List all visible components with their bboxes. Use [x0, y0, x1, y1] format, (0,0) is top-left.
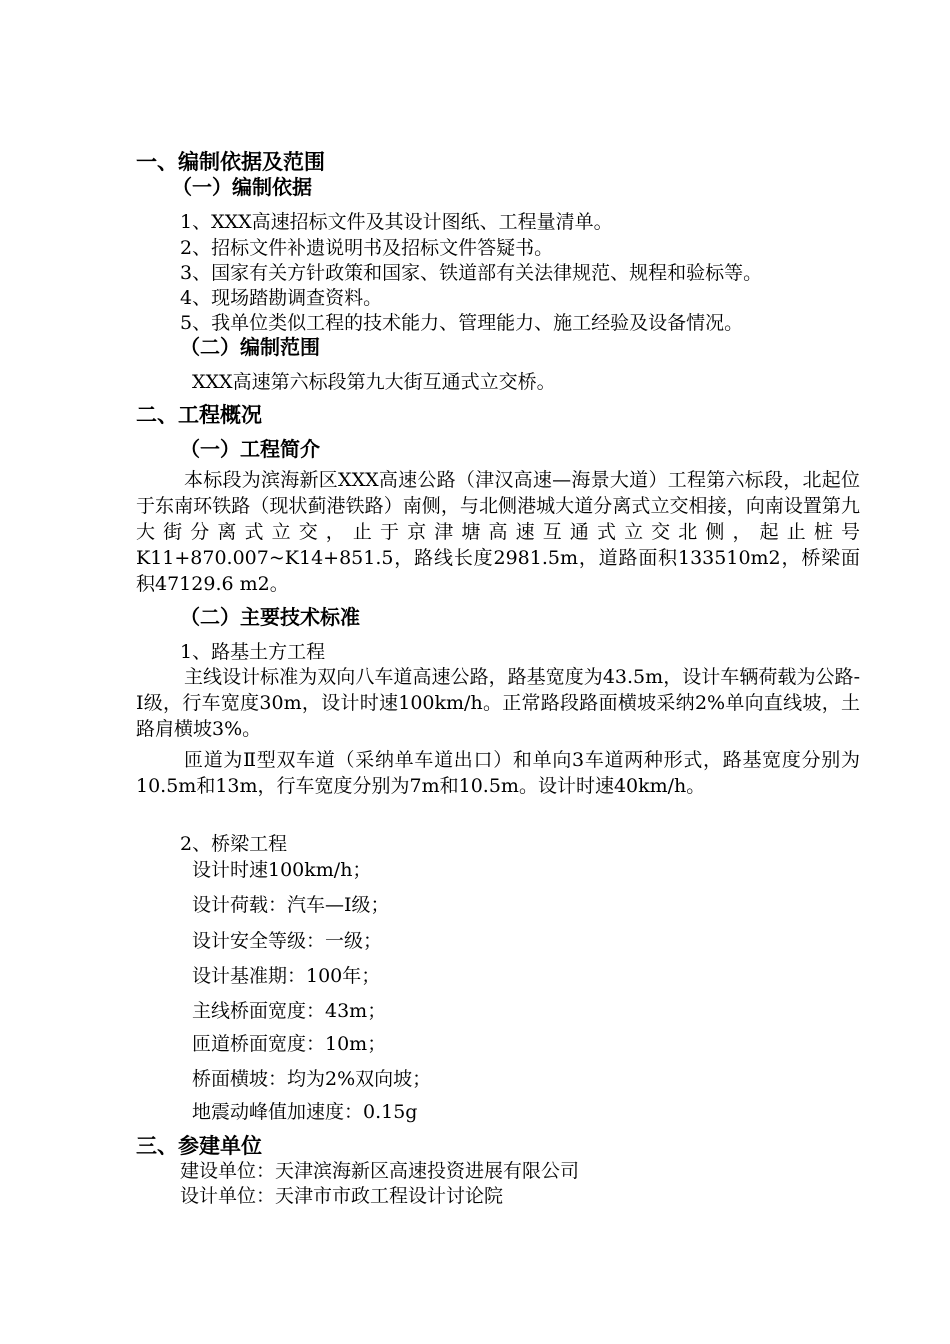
bridge-item-6: 匝道桥面宽度：10m；: [192, 1033, 387, 1055]
overview-paragraph: 本标段为滨海新区XXX高速公路（津汉高速—海景大道）工程第六标段，北起位于东南环铁路（现状蓟港铁路）南侧，与北侧港城大道分离式立交相接，向南设置第九大街分离式立交，止于京津塘高速互通式立交北侧，起止桩号K11+870.007~K14+851.5，路线长度2981.5m，道路面积133510m2，桥梁面积47129.6 m2。: [136, 469, 860, 595]
bridge-item-5: 主线桥面宽度：43m；: [192, 1000, 387, 1022]
section2-title: 二、工程概况: [136, 403, 262, 427]
scope-text: XXX高速第六标段第九大街互通式立交桥。: [192, 371, 556, 393]
bridge-item-8: 地震动峰值加速度：0.15g: [192, 1101, 418, 1123]
road-subtitle: 1、路基土方工程: [180, 641, 326, 663]
bridge-item-1: 设计时速100km/h；: [192, 859, 372, 881]
bridge-item-7: 桥面横坡：均为2%双向坡；: [192, 1068, 432, 1090]
basis-item-3: 3、国家有关方针政策和国家、铁道部有关法律规范、规程和验标等。: [180, 262, 763, 284]
road-paragraph-1: 主线设计标准为双向八车道高速公路，路基宽度为43.5m，设计车辆荷载为公路-Ⅰ级，行车宽度30m，设计时速100km/h。正常路段路面横坡采纳2%单向直线坡，土路肩横坡3%。: [136, 666, 860, 740]
participant-design: 设计单位：天津市市政工程设计讨论院: [180, 1185, 504, 1207]
basis-item-2: 2、招标文件补遗说明书及招标文件答疑书。: [180, 237, 554, 259]
bridge-item-4: 设计基准期：100年；: [192, 965, 381, 987]
section3-title: 三、参建单位: [136, 1134, 262, 1158]
bridge-item-2: 设计荷载：汽车—Ⅰ级；: [192, 894, 390, 916]
section2-sub2-title: （二）主要技术标准: [180, 605, 360, 629]
road-paragraph-2: 匝道为Ⅱ型双车道（采纳单车道出口）和单向3车道两种形式，路基宽度分别为10.5m和13m，行车宽度分别为7m和10.5m。设计时速40km/h。: [136, 749, 860, 797]
section1-sub1-title: （一）编制依据: [172, 175, 312, 199]
basis-item-1: 1、XXX高速招标文件及其设计图纸、工程量清单。: [180, 211, 613, 233]
bridge-subtitle: 2、桥梁工程: [180, 833, 288, 855]
section1-sub2-title: （二）编制范围: [180, 335, 320, 359]
section1-title: 一、编制依据及范围: [136, 150, 325, 174]
basis-item-4: 4、现场踏勘调查资料。: [180, 287, 383, 309]
section2-sub1-title: （一）工程简介: [180, 437, 320, 461]
bridge-item-3: 设计安全等级：一级；: [192, 930, 383, 952]
basis-item-5: 5、我单位类似工程的技术能力、管理能力、施工经验及设备情况。: [180, 312, 744, 334]
participant-construction: 建设单位：天津滨海新区高速投资进展有限公司: [180, 1160, 580, 1182]
